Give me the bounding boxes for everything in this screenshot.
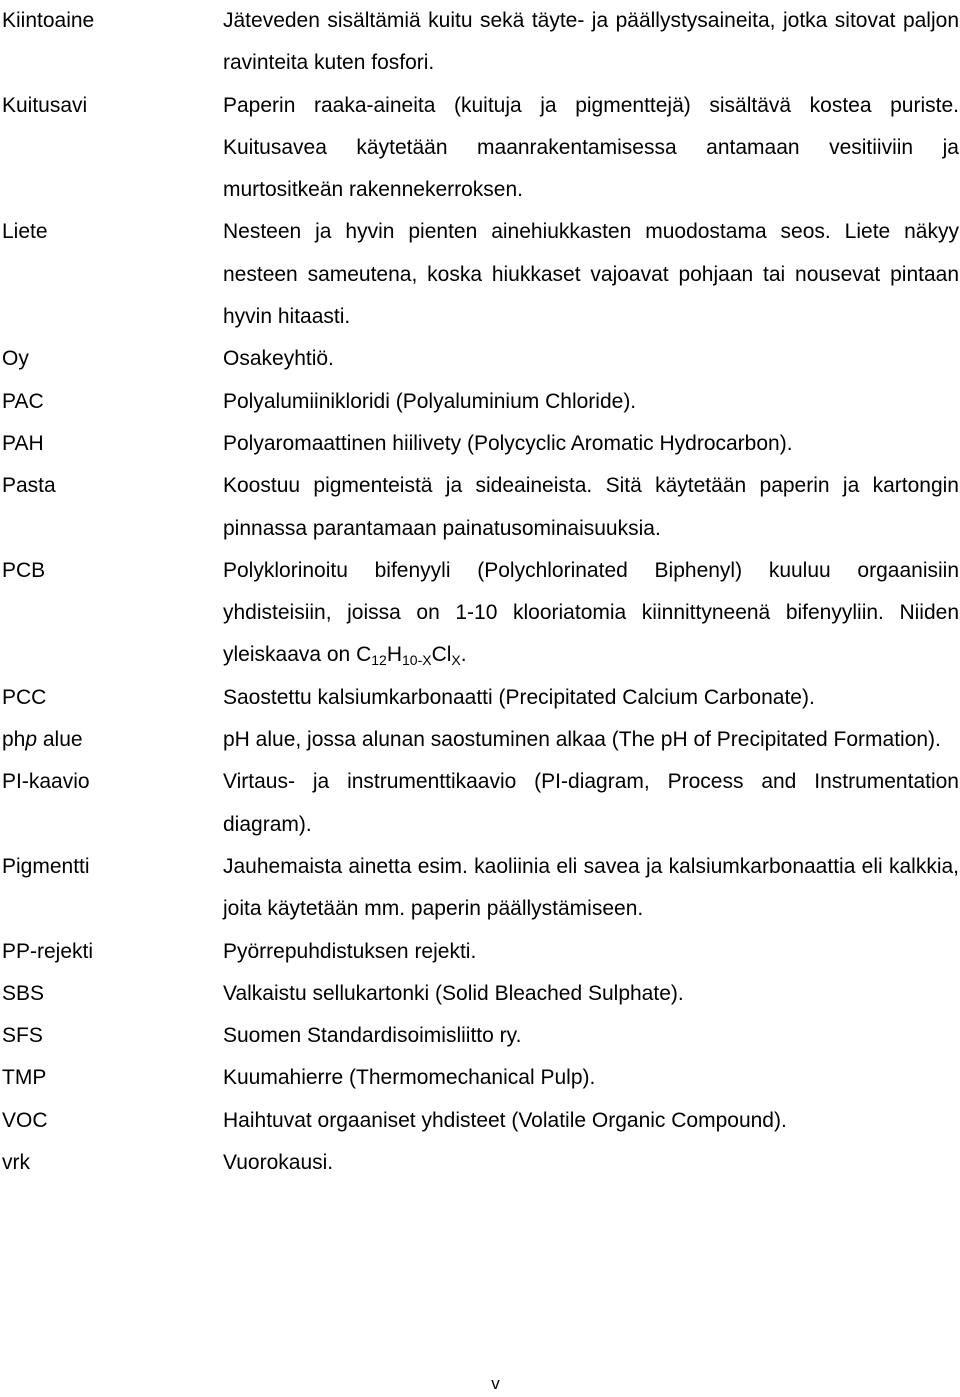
- chemical-formula: [356, 643, 467, 669]
- glossary-term: PI-kaavio: [2, 770, 90, 794]
- glossary-term: SBS: [2, 981, 45, 1005]
- glossary-entry-pcb: [0, 550, 960, 677]
- glossary-term: PP-rejekti: [2, 939, 94, 963]
- term-italic: p: [25, 728, 38, 752]
- glossary-term: PCB: [2, 558, 46, 582]
- glossary-entry-voc: [0, 1100, 960, 1142]
- glossary-definition: Jäteveden sisältämiä kuitu sekä täyte- ja päällystysaineita, jotka sitovat paljon ravinteita kuten fosfori.: [223, 9, 959, 75]
- glossary-entry-pac: [0, 381, 960, 423]
- formula-hydrogen: H: [386, 643, 402, 667]
- glossary-definition: Saostettu kalsiumkarbonaatti (Precipitated Calcium Carbonate).: [223, 685, 815, 709]
- glossary-definition: Virtaus- ja instrumenttikaavio (PI-diagram, Process and Instrumentation diagram).: [223, 770, 959, 836]
- glossary-entry-kiintoaine: [0, 0, 960, 85]
- glossary-term: SFS: [2, 1024, 43, 1048]
- glossary-definition: pH alue, jossa alunan saostuminen alkaa (The pH of Precipitated Formation).: [223, 728, 941, 752]
- glossary-term: VOC: [2, 1108, 48, 1132]
- glossary-term: Kiintoaine: [2, 9, 95, 32]
- glossary-definition: Pyörrepuhdistuksen rejekti.: [223, 939, 477, 963]
- glossary-term: Oy: [2, 347, 29, 371]
- glossary-definition: Suomen Standardisoimisliitto ry.: [223, 1024, 522, 1048]
- glossary-entry-sbs: [0, 973, 960, 1015]
- glossary-entry-pi-kaavio: [0, 761, 960, 846]
- glossary-entry-kuitusavi: [0, 85, 960, 212]
- glossary-entry-tmp: [0, 1057, 960, 1099]
- glossary-definition: Polyaromaattinen hiilivety (Polycyclic Aromatic Hydrocarbon).: [223, 431, 793, 455]
- glossary-term: [2, 719, 217, 761]
- glossary-entry-sfs: [0, 1015, 960, 1057]
- glossary-definition: Jauhemaista ainetta esim. kaoliinia eli savea ja kalsiumkarbonaattia eli kalkkia, joita käytetään mm. paperin päällystämiseen.: [223, 854, 959, 921]
- glossary-term: TMP: [2, 1066, 47, 1090]
- glossary-entry-pp-rejekti: [0, 931, 960, 973]
- glossary-definition: Polyalumiinikloridi (Polyaluminium Chloride).: [223, 389, 637, 413]
- glossary-term: PAC: [2, 389, 44, 413]
- glossary-entry-vrk: [0, 1142, 960, 1184]
- glossary-term: PAH: [2, 431, 44, 455]
- formula-hydrogen-subscript: 10-X: [402, 652, 432, 669]
- term-suffix: alue: [37, 728, 83, 752]
- glossary-definition: Koostuu pigmenteistä ja sideaineista. Sitä käytetään paperin ja kartongin pinnassa parantamaan painatusominaisuuksia.: [223, 474, 959, 540]
- page-number: v: [491, 1374, 500, 1393]
- formula-carbon-subscript: 12: [371, 652, 387, 669]
- glossary-definition: Valkaistu sellukartonki (Solid Bleached Sulphate).: [223, 981, 684, 1005]
- glossary-term: PCC: [2, 685, 47, 709]
- glossary-entry-pah: [0, 423, 960, 465]
- glossary-entry-pcc: [0, 677, 960, 719]
- glossary-definition: Osakeyhtiö.: [223, 347, 334, 371]
- glossary-entry-liete: [0, 211, 960, 338]
- glossary-term: Pasta: [2, 474, 56, 498]
- glossary-definition-text: Polyklorinoitu bifenyyli (Polychlorinated Biphenyl) kuuluu orgaanisiin yhdisteisiin, joissa on 1-10 klooriatomia kiinnittyneenä bifenyyliin. Niiden yleiskaava on: [223, 558, 959, 667]
- glossary-definition: Kuumahierre (Thermomechanical Pulp).: [223, 1066, 596, 1090]
- glossary-entry-php-alue: [0, 719, 960, 761]
- glossary-term: Liete: [2, 220, 48, 244]
- glossary-entry-pigmentti: [0, 846, 960, 931]
- formula-end: .: [460, 643, 467, 667]
- glossary-definition: [223, 550, 959, 677]
- glossary-definition: Nesteen ja hyvin pienten ainehiukkasten muodostama seos. Liete näkyy nesteen sameutena, koska hiukkaset vajoavat pohjaan tai nousevat pintaan hyvin hitaasti.: [223, 220, 959, 329]
- term-prefix: ph: [2, 728, 26, 752]
- glossary-entry-pasta: [0, 465, 960, 550]
- glossary-definition: Haihtuvat orgaaniset yhdisteet (Volatile Organic Compound).: [223, 1108, 787, 1132]
- glossary-definition: Paperin raaka-aineita (kuituja ja pigmenttejä) sisältävä kostea puriste. Kuitusavea käytetään maanrakentamisessa antamaan vesitiiviin ja murtositkeän rakennekerroksen.: [223, 93, 959, 202]
- glossary-term: vrk: [2, 1151, 30, 1175]
- glossary-term: Pigmentti: [2, 854, 90, 878]
- formula-chlorine-subscript: X: [451, 652, 461, 669]
- formula-chlorine: Cl: [431, 643, 452, 667]
- formula-carbon: C: [356, 643, 372, 667]
- glossary-entry-oy: [0, 338, 960, 380]
- glossary-term: Kuitusavi: [2, 93, 88, 117]
- glossary-definition: Vuorokausi.: [223, 1151, 334, 1175]
